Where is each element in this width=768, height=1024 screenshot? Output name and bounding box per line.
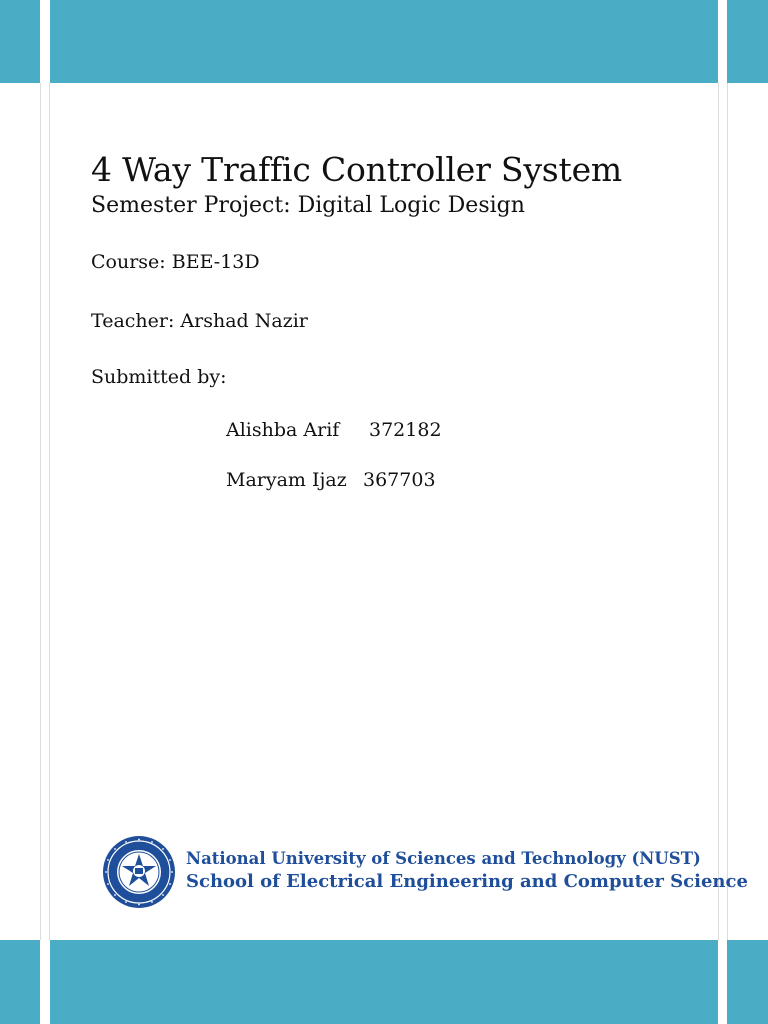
teacher-line: Teacher: Arshad Nazir xyxy=(91,310,308,332)
margin-line xyxy=(49,83,50,940)
university-name: National University of Sciences and Technology (NUST) xyxy=(186,849,701,868)
bottom-band xyxy=(50,940,718,1024)
bottom-band xyxy=(0,940,40,1024)
nust-seal-icon xyxy=(102,835,176,909)
top-band xyxy=(50,0,718,83)
course-line: Course: BEE-13D xyxy=(91,251,260,273)
margin-line xyxy=(727,83,728,940)
student-name: Alishba Arif xyxy=(226,419,340,441)
top-band xyxy=(0,0,40,83)
submitted-by-label: Submitted by: xyxy=(91,366,227,388)
student-id: 372182 xyxy=(369,419,442,441)
document-subtitle: Semester Project: Digital Logic Design xyxy=(91,193,525,218)
margin-line xyxy=(40,83,41,940)
school-name: School of Electrical Engineering and Computer Science xyxy=(186,871,748,892)
student-id: 367703 xyxy=(363,469,436,491)
top-band xyxy=(727,0,768,83)
document-title: 4 Way Traffic Controller System xyxy=(91,150,623,189)
student-name: Maryam Ijaz xyxy=(226,469,347,491)
bottom-band xyxy=(727,940,768,1024)
margin-line xyxy=(718,83,719,940)
